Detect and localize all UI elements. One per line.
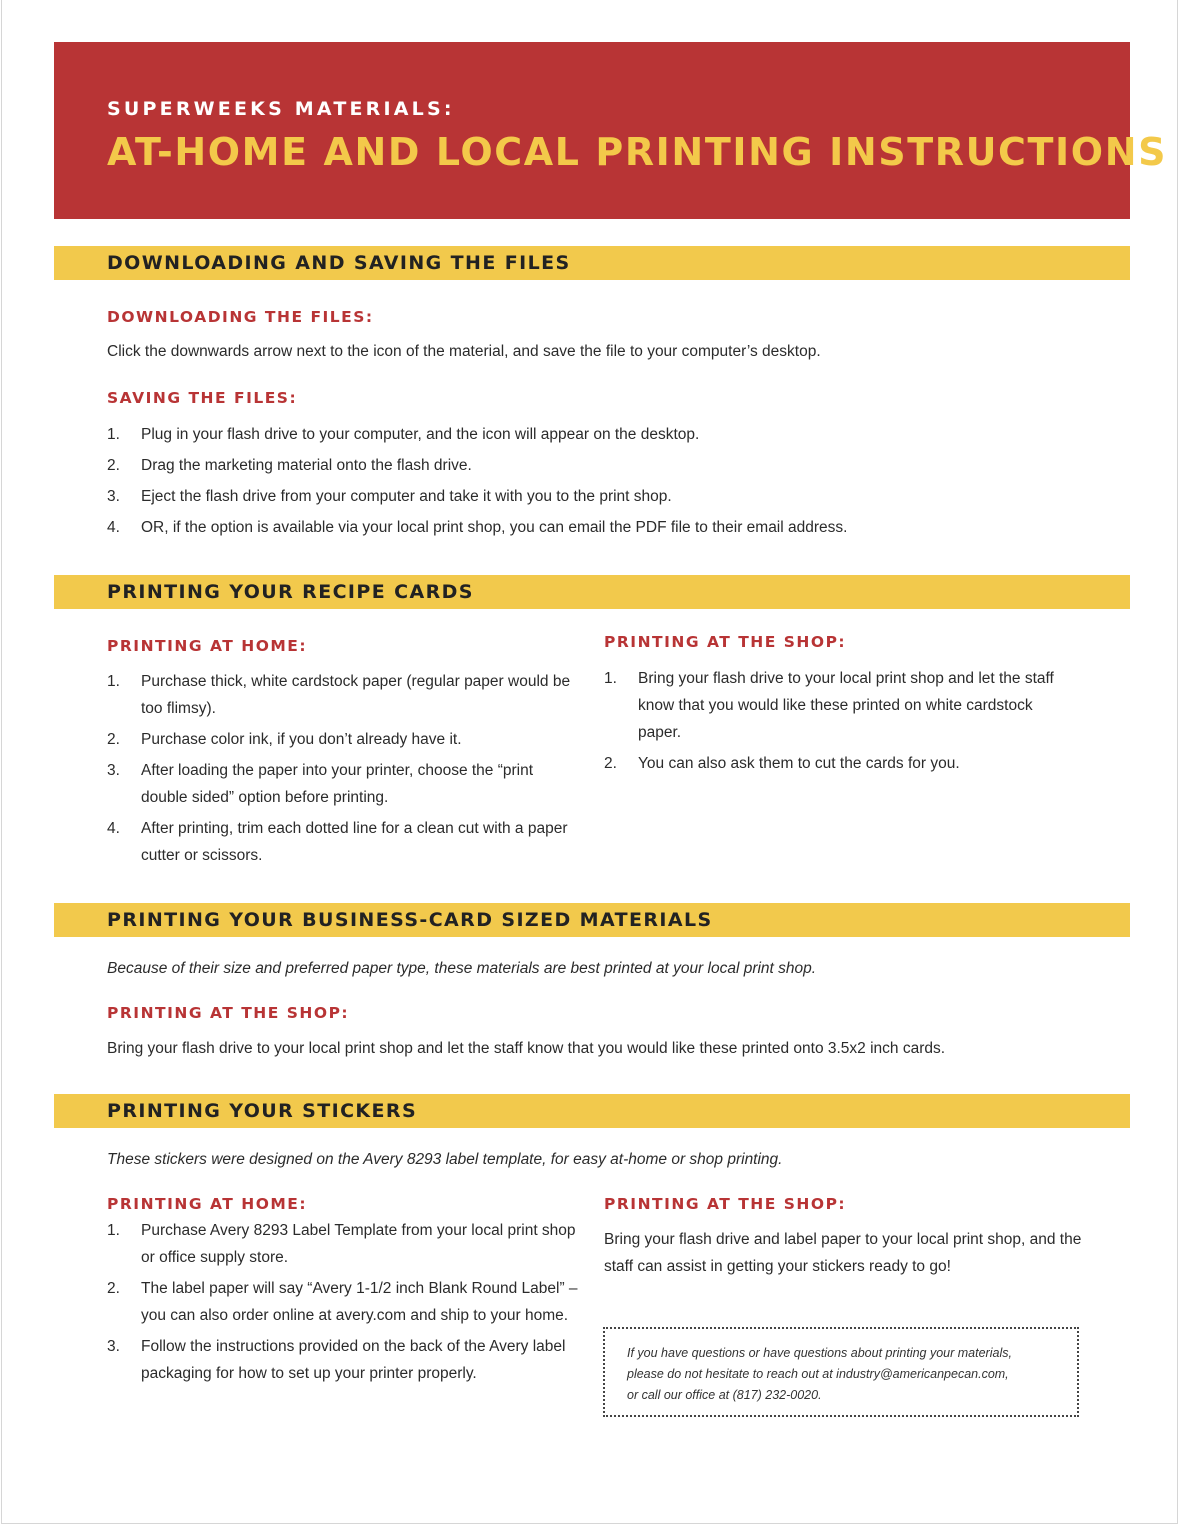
- page-title: AT-HOME AND LOCAL PRINTING INSTRUCTIONS: [107, 130, 1168, 174]
- subheading-saving-files: SAVING THE FILES:: [107, 389, 298, 407]
- stickers-intro: These stickers were designed on the Avery 8293 label template, for easy at-home or shop printing.: [107, 1151, 783, 1168]
- contact-line: or call our office at (817) 232-0020.: [627, 1388, 822, 1402]
- saving-steps-list: [107, 421, 1107, 545]
- subheading-recipe-home: PRINTING AT HOME:: [107, 637, 308, 655]
- section-heading-text: PRINTING YOUR STICKERS: [107, 1100, 418, 1122]
- recipe-home-steps-list: [107, 668, 577, 873]
- list-item: 2. Purchase color ink, if you don’t already have it.: [107, 731, 462, 748]
- section-heading-stickers: [54, 1094, 1130, 1128]
- subheading-business-shop: PRINTING AT THE SHOP:: [107, 1004, 350, 1022]
- list-item: 2. The label paper will say “Avery 1-1/2 inch Blank Round Label” – you can also order online at avery.com and ship to your home.: [107, 1280, 578, 1324]
- list-item: 2. You can also ask them to cut the cards for you.: [604, 755, 960, 772]
- list-item: 3. After loading the paper into your printer, choose the “print double sided” option before printing.: [107, 762, 534, 806]
- contact-line: If you have questions or have questions about printing your materials,: [627, 1346, 1012, 1360]
- subheading-stickers-home: PRINTING AT HOME:: [107, 1195, 308, 1213]
- header-kicker: SUPERWEEKS MATERIALS:: [107, 98, 455, 120]
- stickers-home-steps-list: [107, 1217, 585, 1391]
- document-page: [1, 0, 1178, 1524]
- section-heading-business-cards: [54, 903, 1130, 937]
- list-item: 1. Purchase thick, white cardstock paper (regular paper would be too flimsy).: [107, 673, 571, 717]
- contact-line: please do not hesitate to reach out at industry@americanpecan.com,: [627, 1367, 1009, 1381]
- stickers-shop-instructions: Bring your flash drive and label paper to your local print shop, and the staff can assist in getting your stickers ready to go!: [604, 1231, 1082, 1275]
- list-item: 3. Follow the instructions provided on the back of the Avery label packaging for how to set up your printer properly.: [107, 1338, 566, 1382]
- list-item: 1. Purchase Avery 8293 Label Template from your local print shop or office supply store.: [107, 1222, 576, 1266]
- section-heading-text: PRINTING YOUR RECIPE CARDS: [107, 581, 474, 603]
- download-instructions: Click the downwards arrow next to the icon of the material, and save the file to your computer’s desktop.: [107, 343, 821, 360]
- list-item: 3. Eject the flash drive from your computer and take it with you to the print shop.: [107, 488, 672, 505]
- subheading-stickers-shop: PRINTING AT THE SHOP:: [604, 1195, 847, 1213]
- list-item: 1. Bring your flash drive to your local print shop and let the staff know that you would like these printed on white cardstock paper.: [604, 670, 1054, 741]
- contact-note-box: [603, 1327, 1079, 1417]
- recipe-shop-steps-list: [604, 665, 1074, 781]
- business-intro: Because of their size and preferred paper type, these materials are best printed at your local print shop.: [107, 960, 817, 977]
- subheading-recipe-shop: PRINTING AT THE SHOP:: [604, 633, 847, 651]
- section-heading-text: DOWNLOADING AND SAVING THE FILES: [107, 252, 571, 274]
- page-header: [54, 42, 1168, 219]
- section-heading-recipe-cards: [54, 575, 1130, 609]
- subheading-downloading-files: DOWNLOADING THE FILES:: [107, 308, 374, 326]
- business-shop-instructions: Bring your flash drive to your local print shop and let the staff know that you would like these printed onto 3.5x2 inch cards.: [107, 1040, 946, 1057]
- section-heading-text: PRINTING YOUR BUSINESS-CARD SIZED MATERIALS: [107, 909, 713, 931]
- list-item: 4. OR, if the option is available via your local print shop, you can email the PDF file to their email address.: [107, 519, 848, 536]
- section-heading-downloading: [54, 246, 1130, 280]
- list-item: 1. Plug in your flash drive to your computer, and the icon will appear on the desktop.: [107, 426, 700, 443]
- list-item: 2. Drag the marketing material onto the flash drive.: [107, 457, 472, 474]
- list-item: 4. After printing, trim each dotted line for a clean cut with a paper cutter or scissors.: [107, 820, 568, 864]
